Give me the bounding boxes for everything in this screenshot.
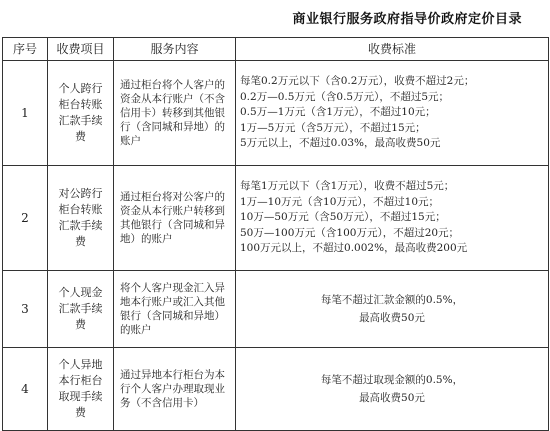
header-fee: 收费标准 (236, 38, 549, 61)
fee-line: 每笔不超过汇款金额的0.5%， (320, 294, 464, 306)
header-number: 序号 (3, 38, 48, 61)
fee-line: 最高收费50元 (359, 312, 425, 324)
fee-line: 10万—50万元（含50万元），不超过15元； (240, 211, 446, 224)
service-content: 通过柜台将个人客户的资金从本行账户（不含信用卡）转移到其他银行（含同城和异地）的账户 (114, 61, 236, 166)
fee-line: 100万元以上，不超过0.002%，最高收费200元 (240, 242, 468, 255)
service-content: 将个人客户现金汇入异地本行账户或汇入其他银行（含同城和异地）的账户 (114, 271, 236, 348)
price-table (2, 37, 549, 431)
fee-item: 个人跨行柜台转账汇款手续费 (48, 61, 114, 166)
service-content: 通过异地本行柜台为本行个人客户办理取现业务（不含信用卡） (114, 348, 236, 431)
fee-line: 每笔不超过取现金额的0.5%， (320, 374, 464, 386)
fee-item: 个人现金汇款手续费 (48, 271, 114, 348)
fee-line: 5万元以上，不超过0.03%，最高收费50元 (240, 137, 441, 150)
fee-item: 对公跨行柜台转账汇款手续费 (48, 166, 114, 271)
fee-standard (236, 61, 549, 166)
fee-line: 1万—10万元（含10万元），不超过10元； (240, 195, 440, 208)
fee-line: 1万—5万元（含5万元），不超过15元； (240, 121, 426, 134)
row-number: 2 (3, 166, 48, 271)
fee-line: 每笔0.2万元以下（含0.2万元），收费不超过2元； (240, 75, 475, 88)
table-header-row (3, 38, 549, 61)
fee-standard (236, 348, 549, 431)
fee-line: 50万—100万元（含100万元），不超过20元； (240, 226, 460, 239)
table-row (3, 61, 549, 166)
table-row (3, 348, 549, 431)
header-item: 收费项目 (48, 38, 114, 61)
fee-line: 0.5万—1万元（含1万元），不超过10元； (240, 106, 436, 119)
fee-line: 每笔1万元以下（含1万元），收费不超过5元； (240, 180, 455, 193)
fee-standard (236, 271, 549, 348)
row-number: 1 (3, 61, 48, 166)
table-row (3, 166, 549, 271)
row-number: 4 (3, 348, 48, 431)
document-title: 商业银行服务政府指导价政府定价目录 (292, 12, 522, 27)
table-row (3, 271, 549, 348)
row-number: 3 (3, 271, 48, 348)
fee-item: 个人异地本行柜台取现手续费 (48, 348, 114, 431)
fee-standard (236, 166, 549, 271)
service-content: 通过柜台将对公客户的资金从本行账户转移到其他银行（含同城和异地）的账户 (114, 166, 236, 271)
fee-line: 最高收费50元 (359, 392, 425, 404)
fee-line: 0.2万—0.5万元（含0.5万元），不超过5元； (240, 90, 450, 103)
header-service: 服务内容 (114, 38, 236, 61)
